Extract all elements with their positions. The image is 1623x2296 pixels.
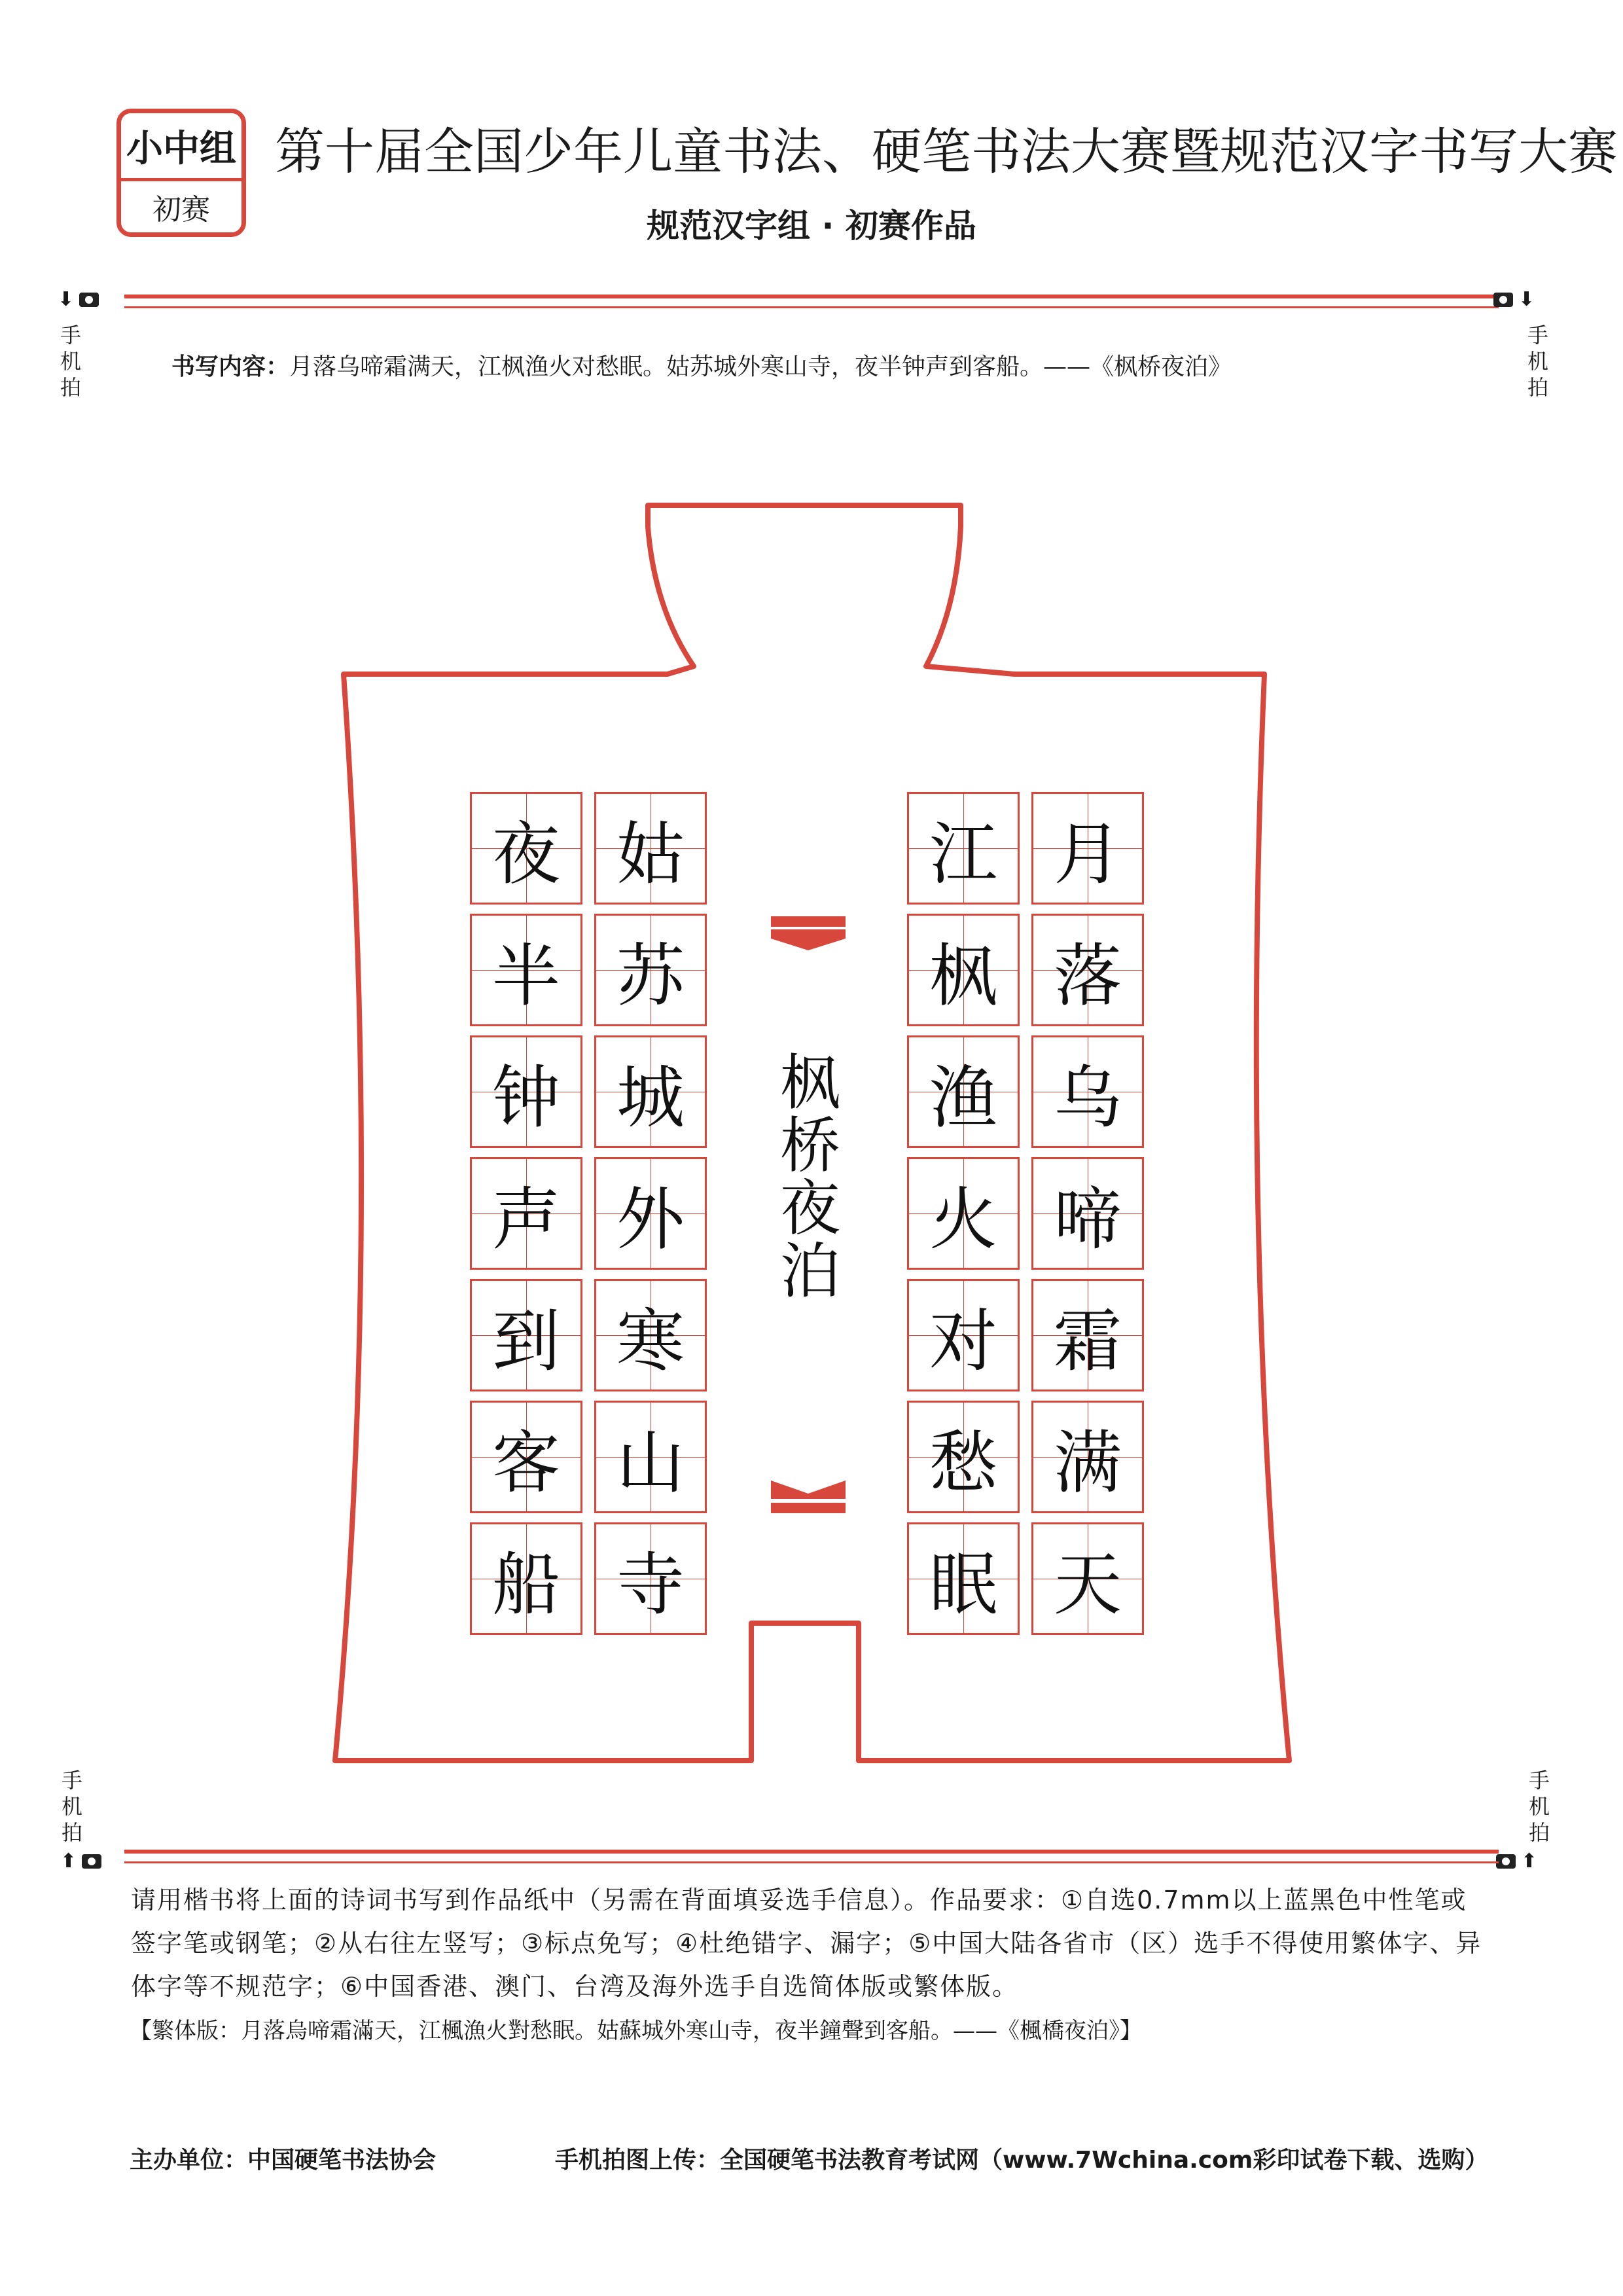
grid-character: 对 — [929, 1301, 997, 1381]
side-label-bottom-left: 手机拍 — [61, 1768, 82, 1845]
grid-character: 船 — [491, 1545, 560, 1624]
camera-icon — [1496, 1854, 1516, 1869]
grid-character: 枫 — [929, 936, 997, 1016]
grid-character: 到 — [491, 1301, 560, 1381]
title-char: 枫桥夜泊 — [770, 1050, 840, 1302]
grid-character: 眠 — [929, 1545, 997, 1624]
grid-cell — [1031, 792, 1144, 905]
grid-character: 苏 — [616, 936, 685, 1016]
writing-content-label: 书写内容： — [171, 353, 290, 380]
grid-character: 半 — [491, 936, 560, 1016]
bottom-rule-thin — [124, 1861, 1499, 1863]
top-ornament — [771, 916, 846, 950]
page-title: 第十届全国少年儿童书法、硬笔书法大赛暨规范汉字书写大赛 — [275, 122, 1618, 181]
grid-cell — [1031, 1401, 1144, 1513]
up-arrow-icon: ⬆ — [60, 1850, 77, 1873]
grid-cell — [594, 1279, 707, 1391]
grid-character: 外 — [616, 1179, 685, 1259]
grid-cell — [907, 914, 1020, 1026]
grid-character: 落 — [1053, 936, 1122, 1016]
side-label-top-right: 手机拍 — [1527, 323, 1548, 400]
grid-character: 夜 — [491, 814, 560, 894]
grid-character: 愁 — [929, 1423, 997, 1503]
writing-content-text: 月落乌啼霜满天，江枫渔火对愁眠。姑苏城外寒山寺，夜半钟声到客船。——《枫桥夜泊》 — [289, 353, 1232, 380]
corner-marker-bottom-left — [60, 1850, 101, 1873]
grid-cell — [594, 914, 707, 1026]
grid-character: 啼 — [1053, 1179, 1122, 1259]
grid-cell — [594, 792, 707, 905]
grid-cell — [1031, 1035, 1144, 1148]
grid-cell — [470, 1401, 582, 1513]
grid-cell — [470, 914, 582, 1026]
corner-marker-bottom-right — [1496, 1850, 1537, 1873]
requirements-text: 请用楷书将上面的诗词书写到作品纸中（另需在背面填妥选手信息）。作品要求：①自选0.7mm以上蓝黑色中性笔或签字笔或钢笔；②从右往左竖写；③标点免写；④杜绝错字、漏字；⑤中国大陆各省市（区）选手不得使用繁体字、异体字等不规范字；⑥中国香港、澳门、台湾及海外选手自选简体版或繁体版。 — [131, 1886, 1482, 2001]
grid-character: 火 — [929, 1179, 997, 1259]
grid-cell — [470, 1279, 582, 1391]
grid-cell — [907, 1279, 1020, 1391]
grid-cell — [907, 1035, 1020, 1148]
grid-cell — [594, 1157, 707, 1270]
grid-character: 山 — [616, 1423, 685, 1503]
grid-character: 城 — [616, 1058, 685, 1138]
grid-character: 钟 — [491, 1058, 560, 1138]
grid-cell — [907, 1401, 1020, 1513]
up-arrow-icon: ⬆ — [1521, 1850, 1538, 1873]
grid-character: 寒 — [616, 1301, 685, 1381]
grid-character: 姑 — [616, 814, 685, 894]
grid-cell — [1031, 1279, 1144, 1391]
upload-info: 手机拍图上传：全国硬笔书法教育考试网（www.7Wchina.com彩印试卷下载、选购） — [555, 2147, 1489, 2174]
grid-character: 天 — [1053, 1545, 1122, 1624]
camera-icon — [82, 1854, 101, 1869]
grid-cell — [1031, 914, 1144, 1026]
side-label-top-left: 手机拍 — [60, 323, 81, 400]
bottom-ornament — [771, 1480, 846, 1513]
grid-character: 月 — [1053, 814, 1122, 894]
traditional-version: 【繁体版：月落烏啼霜滿天，江楓漁火對愁眠。姑蘇城外寒山寺，夜半鐘聲到客船。——《楓橋夜泊》】 — [130, 2018, 1142, 2044]
grid-character: 声 — [491, 1179, 560, 1259]
grid-character: 满 — [1053, 1423, 1122, 1503]
down-arrow-icon: ⬇ — [58, 288, 75, 311]
grid-character: 霜 — [1053, 1301, 1122, 1381]
grid-cell — [1031, 1522, 1144, 1635]
page-subtitle: 规范汉字组 · 初赛作品 — [647, 207, 976, 245]
grid-cell — [907, 1522, 1020, 1635]
grid-character: 乌 — [1053, 1058, 1122, 1138]
bottom-rule-thick — [124, 1850, 1499, 1854]
grid-character: 渔 — [929, 1058, 997, 1138]
grid-cell — [594, 1035, 707, 1148]
poem-title-vertical — [766, 1050, 844, 1302]
organizer: 主办单位：中国硬笔书法协会 — [130, 2147, 437, 2174]
grid-cell — [594, 1522, 707, 1635]
grid-character: 寺 — [616, 1545, 685, 1624]
stage-label: 初赛 — [152, 193, 210, 226]
grid-cell — [907, 792, 1020, 905]
side-label-bottom-right: 手机拍 — [1528, 1768, 1550, 1845]
grid-cell — [470, 1522, 582, 1635]
grid-character: 江 — [929, 814, 997, 894]
grid-cell — [907, 1157, 1020, 1270]
grid-cell — [470, 1035, 582, 1148]
grid-cell — [470, 792, 582, 905]
grid-cell — [1031, 1157, 1144, 1270]
down-arrow-icon: ⬇ — [1518, 288, 1535, 311]
grid-cell — [594, 1401, 707, 1513]
group-label: 小中组 — [121, 113, 241, 181]
grid-character: 客 — [491, 1423, 560, 1503]
grid-cell — [470, 1157, 582, 1270]
